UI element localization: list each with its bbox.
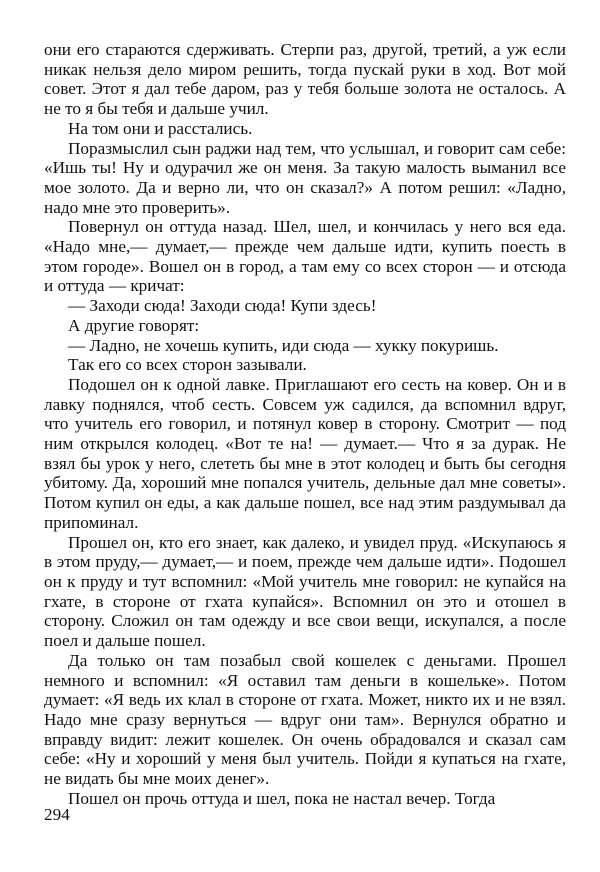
paragraph-5: — Заходи сюда! Заходи сюда! Купи здесь! xyxy=(68,296,377,316)
page-text xyxy=(44,40,566,808)
page-number: 294 xyxy=(44,805,70,824)
paragraph-7: — Ладно, не хочешь купить, иди сюда — хукку покуришь. xyxy=(68,335,499,355)
paragraph-10: Прошел он, кто его знает, как далеко, и увидел пруд. «Искупаюсь я в этом пруду,— думает,— и поем, прежде чем дальше идти». Подошел он к пруду и тут вспомнил: «Мой учитель мне говорил: не купайся на гхате, в стороне от гхата купайся». Вспомнил он это и отошел в сторону. Сложил он там одежду и все свои вещи, искупался, а после поел и дальше пошел. xyxy=(44,532,566,651)
paragraph-1: они его стараются сдерживать. Стерпи раз, другой, третий, а уж если никак нельзя дело миром решить, тогда пускай руки в ход. Вот мой совет. Этот я дал тебе даром, раз у тебя больше золота не осталось. А не то я бы тебя и дальше учил. xyxy=(44,40,566,119)
paragraph-11: Да только он там позабыл свой кошелек с деньгами. Прошел немного и вспомнил: «Я оставил там деньги в кошельке». Потом думает: «Я ведь их клал в стороне от гхата. Может, никто их и не взял. Надо мне сразу вернуться — вдруг они там». Вернулся обратно и вправду видит: лежит кошелек. Он очень обрадовался и сказал сам себе: «Ну и хороший у меня был учитель. Пойди я купаться на гхате, не видать бы мне моих денег». xyxy=(44,650,566,789)
paragraph-4: Повернул он оттуда назад. Шел, шел, и кончилась у него вся еда. «Надо мне,— думает,— прежде чем дальше идти, купить поесть в этом городе». Вошел он в город, а там ему со всех сторон — и отсюда и оттуда — кричат: xyxy=(44,217,566,296)
paragraph-12: Пошел он прочь оттуда и шел, пока не настал вечер. Тогда xyxy=(68,788,496,808)
paragraph-6: А другие говорят: xyxy=(68,315,200,335)
paragraph-8: Так его со всех сторон зазывали. xyxy=(68,355,307,375)
paragraph-2: На том они и расстались. xyxy=(68,118,253,138)
paragraph-9: Подошел он к одной лавке. Приглашают его сесть на ковер. Он и в лавку поднялся, чтоб сесть. Совсем уж садился, да вспомнил вдруг, что учитель его говорил, и потянул ковер в сторону. Смотрит — под ним открылся колодец. «Вот те на! — думает.— Что я за дурак. Не взял бы урок у него, слететь бы мне в этот колодец и быть бы сегодня убитому. Да, хороший мне попался учитель, дельные дал мне советы». Потом купил он еды, а как дальше пошел, все над этим раздумывал да припоминал. xyxy=(44,374,566,532)
paragraph-3: Поразмыслил сын раджи над тем, что услышал, и говорит сам себе: «Ишь ты! Ну и одурачил же он меня. За такую малость выманил все мое золото. Да и верно ли, что он сказал?» А потом решил: «Ладно, надо мне это проверить». xyxy=(44,138,566,217)
